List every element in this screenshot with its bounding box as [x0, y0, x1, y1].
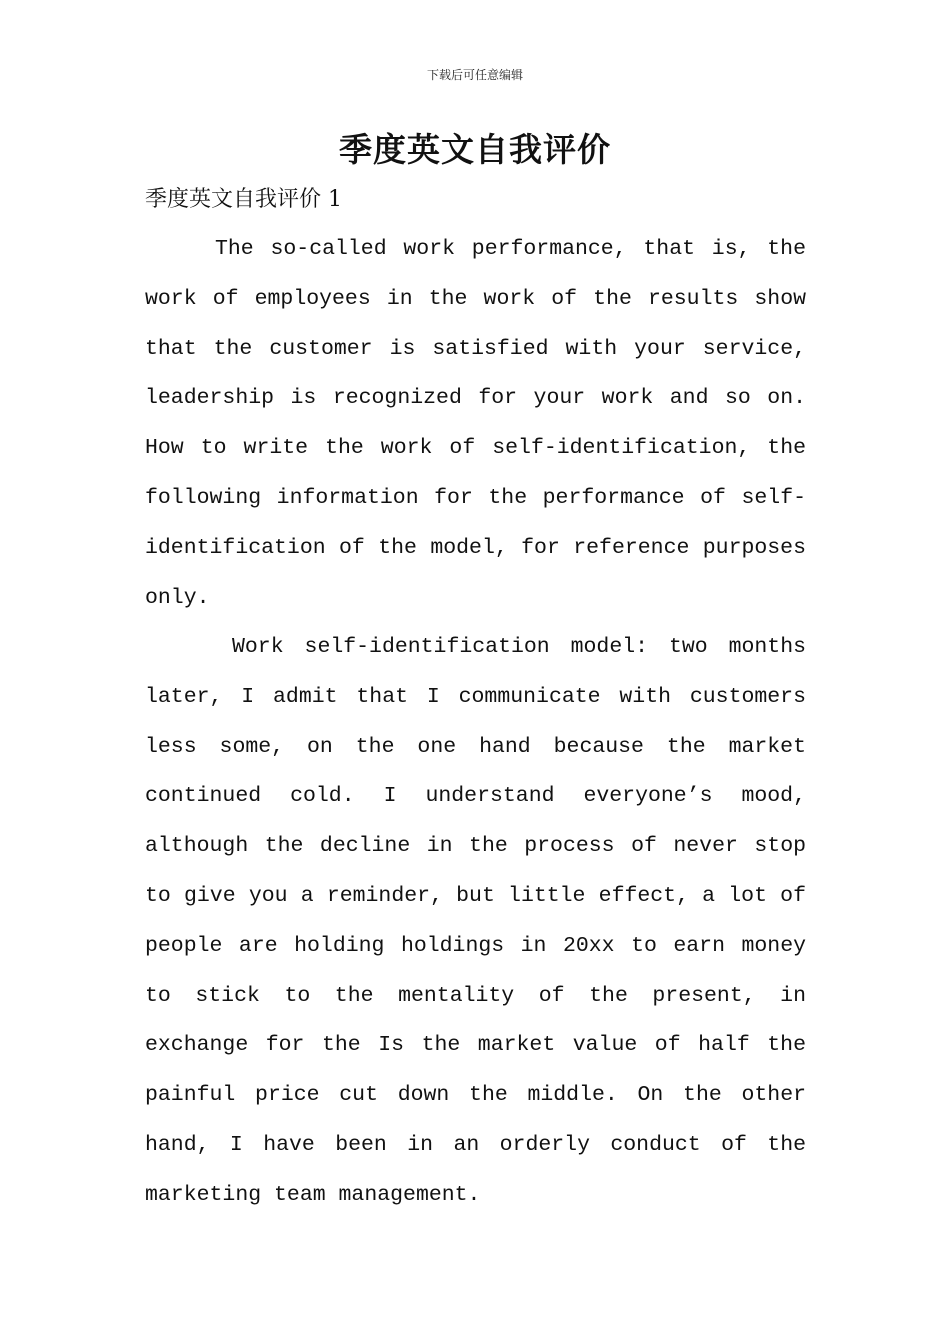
page-title: 季度英文自我评价: [339, 130, 611, 169]
section-heading: 季度英文自我评价 1: [145, 187, 342, 212]
paragraph-1: The so-called work performance, that is, the work of employees in the work of the results show that the customer is satisfied with your service, leadership is recognized for your work and so on. How to write the work of self-identification, the following information for the performance of self-identification of the model, for reference purposes only.: [145, 237, 806, 610]
paragraph-2: Work self-identification model: two months later, I admit that I communicate with customers less some, on the one hand because the market continued cold. I understand everyone’s mood, although the decline in the process of never stop to give you a reminder, but little effect, a lot of people are holding holdings in 20xx to earn money to stick to the mentality of the present, in exchange for the Is the market value of half the painful price cut down the middle. On the other hand, I have been in an orderly conduct of the marketing team management.: [145, 635, 806, 1207]
download-note: 下载后可任意编辑: [426, 68, 523, 82]
